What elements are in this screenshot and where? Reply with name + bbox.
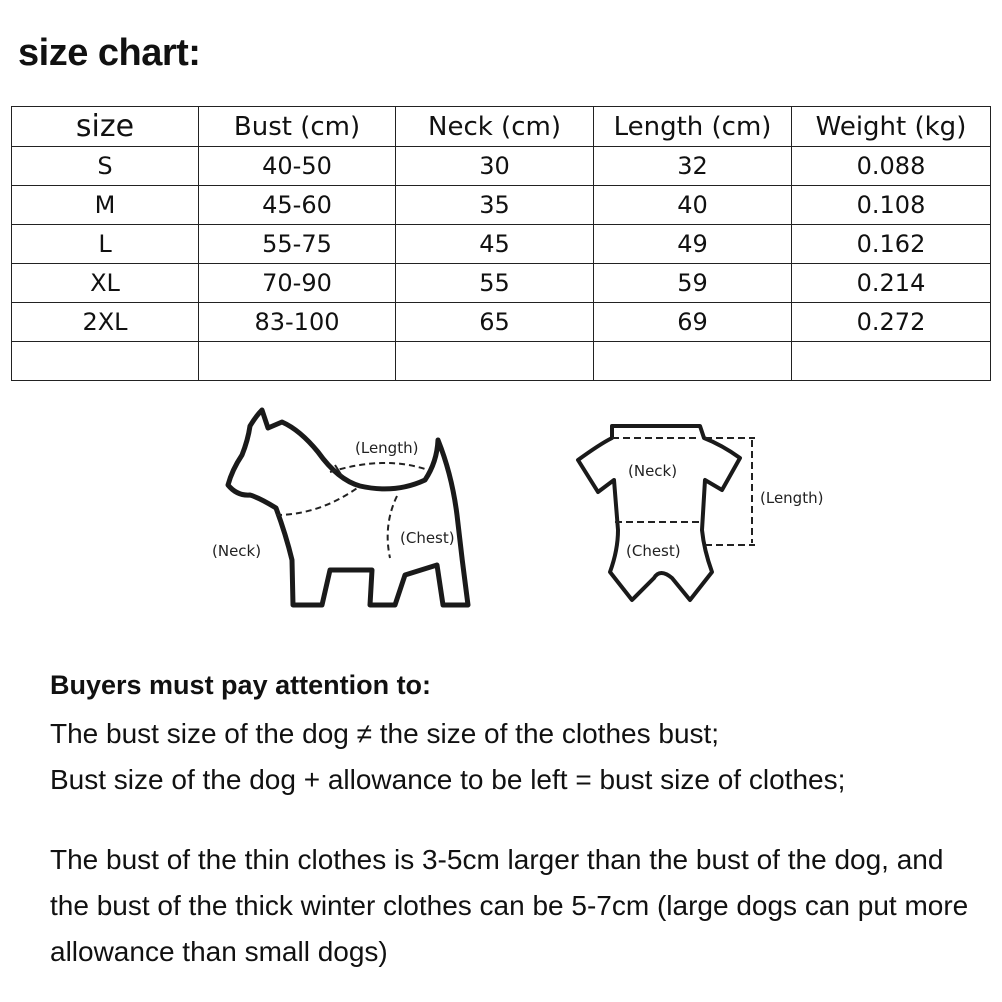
table-cell: 40-50 <box>199 147 396 186</box>
table-cell: 65 <box>396 303 594 342</box>
dog-outline-icon <box>228 410 468 605</box>
notes-line-2: Bust size of the dog + allowance to be left = bust size of clothes; <box>50 764 846 795</box>
table-cell: 32 <box>594 147 792 186</box>
measurement-diagram <box>0 400 1002 620</box>
table-cell: 0.088 <box>792 147 991 186</box>
table-cell: 49 <box>594 225 792 264</box>
table-cell: 70-90 <box>199 264 396 303</box>
table-header-row <box>12 107 991 147</box>
table-cell <box>594 342 792 381</box>
notes-paragraph: The bust of the thin clothes is 3-5cm larger than the bust of the dog, and the bust of the thick winter clothes can be 5-7cm (large dogs can put more allowance than small dogs) <box>50 844 969 967</box>
table-cell: 59 <box>594 264 792 303</box>
notes-line-1: The bust size of the dog ≠ the size of the clothes bust; <box>50 718 720 749</box>
dog-neck-label: (Neck) <box>212 542 262 560</box>
table-cell: 40 <box>594 186 792 225</box>
table-cell: 35 <box>396 186 594 225</box>
table-cell: 0.108 <box>792 186 991 225</box>
size-table <box>11 106 991 381</box>
table-cell: 0.162 <box>792 225 991 264</box>
table-cell <box>12 342 199 381</box>
table-row <box>12 303 991 342</box>
garment-illustration <box>578 426 740 600</box>
column-header-length: Length (cm) <box>594 107 792 147</box>
table-cell <box>199 342 396 381</box>
table-cell: 30 <box>396 147 594 186</box>
table-cell: XL <box>12 264 199 303</box>
garment-neck-label: (Neck) <box>628 462 678 480</box>
garment-outline-icon <box>578 426 740 600</box>
table-cell <box>396 342 594 381</box>
table-cell: 69 <box>594 303 792 342</box>
column-header-neck: Neck (cm) <box>396 107 594 147</box>
table-row <box>12 264 991 303</box>
table-row <box>12 186 991 225</box>
column-header-weight: Weight (kg) <box>792 107 991 147</box>
table-cell: 0.214 <box>792 264 991 303</box>
table-row <box>12 147 991 186</box>
buyer-notes <box>50 670 970 975</box>
table-cell: 83-100 <box>199 303 396 342</box>
table-cell: 55 <box>396 264 594 303</box>
column-header-bust: Bust (cm) <box>199 107 396 147</box>
table-cell <box>792 342 991 381</box>
table-cell: 45-60 <box>199 186 396 225</box>
dog-illustration <box>228 410 468 605</box>
table-cell: 0.272 <box>792 303 991 342</box>
table-cell: L <box>12 225 199 264</box>
table-row-empty <box>12 342 991 381</box>
page-title: size chart: <box>18 32 201 74</box>
table-cell: 2XL <box>12 303 199 342</box>
notes-heading: Buyers must pay attention to: <box>50 670 432 700</box>
table-cell: 55-75 <box>199 225 396 264</box>
table-cell: 45 <box>396 225 594 264</box>
garment-length-label: (Length) <box>760 489 824 507</box>
dog-length-label: (Length) <box>355 439 419 457</box>
table-cell: S <box>12 147 199 186</box>
garment-chest-label: (Chest) <box>626 542 681 560</box>
notes-spacer <box>50 803 970 837</box>
table-cell: M <box>12 186 199 225</box>
table-row <box>12 225 991 264</box>
dog-chest-label: (Chest) <box>400 529 455 547</box>
column-header-size: size <box>12 107 199 147</box>
